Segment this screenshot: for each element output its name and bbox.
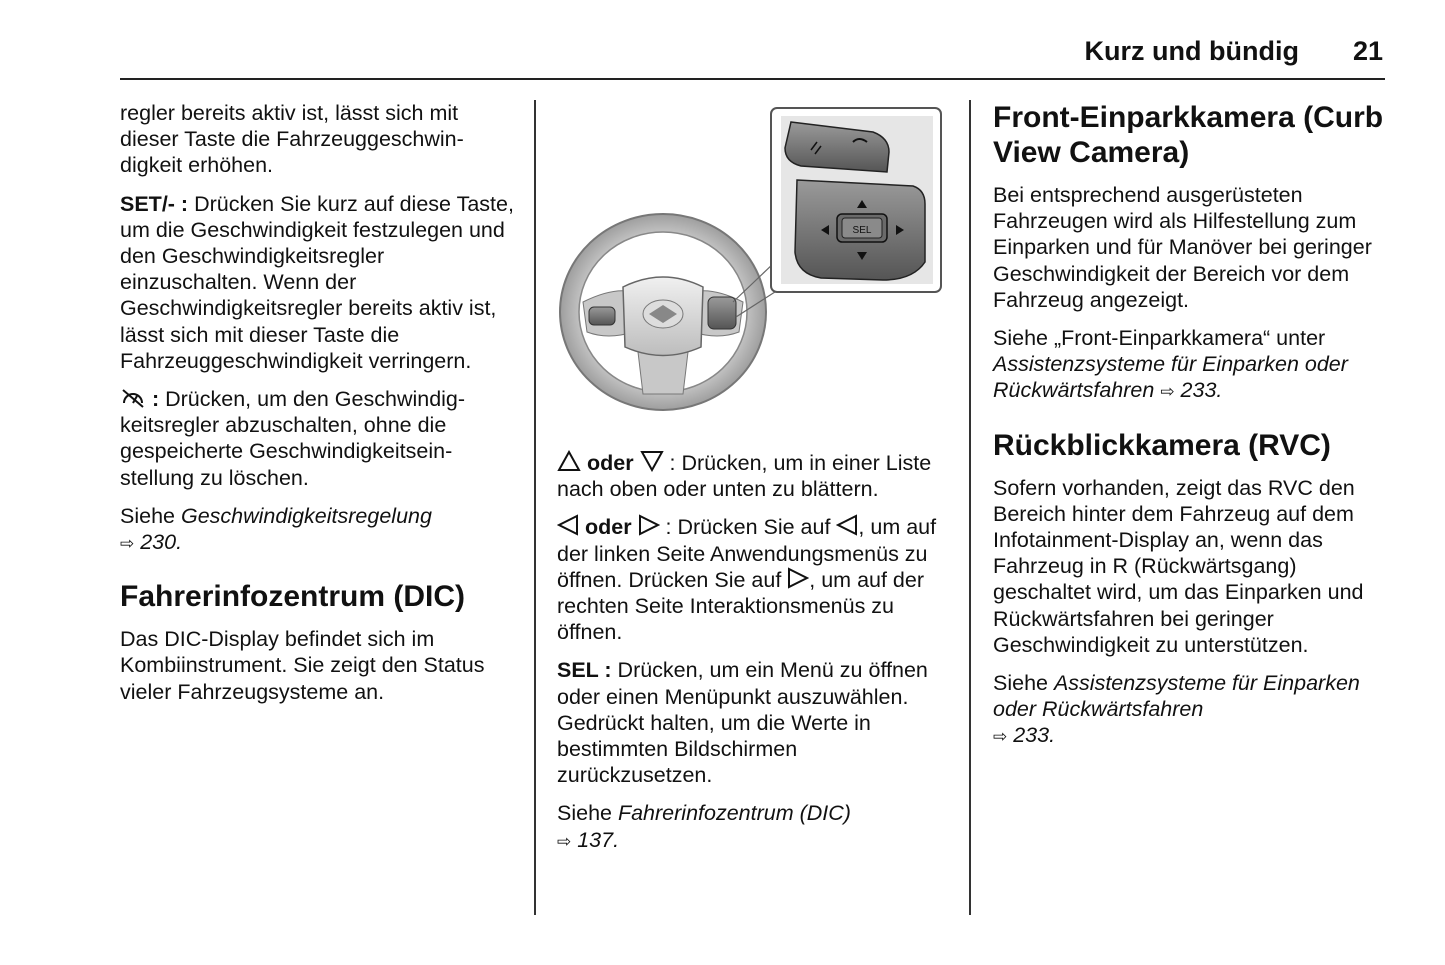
leftright-oder: oder — [579, 515, 638, 540]
heading-rvc: Rückblickkamera (RVC) — [993, 428, 1331, 462]
see-page[interactable]: 137. — [571, 827, 620, 852]
see-reference-dic — [557, 800, 952, 854]
see-ref-link[interactable]: Assistenzsysteme für Einparken oder Rückwärtsfahren — [993, 352, 1348, 403]
heading-dic: Fahrerinfozentrum (DIC) — [120, 580, 465, 614]
paragraph-dic: Das DIC-Display befindet sich im Kombiinstrument. Sie zeigt den Status vieler Fahrzeugsysteme an. — [120, 627, 485, 704]
column-3 — [993, 100, 1388, 763]
see-reference-cruise — [120, 503, 515, 557]
steering-wheel-figure — [553, 102, 946, 432]
reference-arrow-icon: ⇨ — [993, 727, 1008, 747]
page-number: 21 — [1352, 36, 1383, 66]
paragraph-set — [120, 191, 515, 374]
updown-oder: oder — [581, 451, 640, 475]
column-divider-2 — [969, 100, 971, 915]
see-ref-link[interactable]: Assistenzsysteme für Einparken oder Rückwärtsfahren — [993, 671, 1360, 722]
column-2 — [557, 450, 952, 867]
column-divider-1 — [534, 100, 536, 915]
paragraph-sel — [557, 657, 952, 788]
paragraph-cancel — [120, 386, 515, 491]
leftright-text3: , um auf der rechten Seite Interaktionsmenüs zu öffnen. — [557, 567, 925, 645]
page-header — [120, 30, 1385, 80]
triangle-up-icon — [557, 450, 581, 475]
updown-text: : Drücken, um in einer Liste nach oben oder unten zu blättern. — [557, 451, 932, 502]
see-page[interactable]: 233. — [1174, 378, 1223, 403]
triangle-down-icon — [640, 450, 664, 475]
see-reference-rvc — [993, 670, 1388, 751]
see-prefix: Siehe — [557, 801, 618, 826]
reference-arrow-icon: ⇨ — [120, 534, 135, 554]
triangle-left-icon — [557, 514, 579, 539]
reference-arrow-icon: ⇨ — [557, 831, 572, 851]
cancel-colon: : — [146, 387, 160, 412]
reference-arrow-icon: ⇨ — [1160, 382, 1175, 402]
paragraph-leftright — [557, 514, 952, 645]
cancel-text: Drücken, um den Geschwindigkeitsregler abzuschalten, ohne die gespeicherte Geschwindigkeitseinstellung zu löschen. — [120, 387, 466, 490]
see-prefix: Siehe — [120, 503, 181, 528]
triangle-right-icon — [638, 514, 660, 539]
sel-label: SEL : — [557, 658, 612, 683]
paragraph-updown — [557, 450, 952, 502]
paragraph-cruise-resume: regler bereits aktiv ist, lässt sich mit dieser Taste die Fahrzeuggeschwindigkeit erhöhen. — [120, 101, 464, 178]
paragraph-rvc: Sofern vorhanden, zeigt das RVC den Bereich hinter dem Fahrzeug auf dem Infotainment-Display an, wenn das Fahrzeug in R (Rückwärtsgang) geschaltet wird, um das Einparken und Rückwärtsfahren bei geringer Geschwindigkeit zu unterstützen. — [993, 475, 1364, 657]
header-title: Kurz und bündig — [1084, 36, 1299, 66]
see-ref-link[interactable]: Fahrerinfozentrum (DIC) — [617, 801, 851, 826]
triangle-right-icon — [787, 567, 809, 592]
see-prefix: Siehe — [993, 671, 1054, 696]
see-reference-front-camera — [993, 325, 1388, 406]
set-label: SET/- : — [120, 191, 189, 216]
column-1 — [120, 100, 515, 717]
see-ref-link[interactable]: Geschwindigkeitsregelung — [180, 503, 432, 528]
set-text: Drücken Sie kurz auf diese Taste, um die Geschwindigkeit festzulegen und den Geschwindigkeitsregler einzuschalten. Wenn der Geschwindigkeitsregler bereits aktiv ist, lässt sich mit dieser Taste die Fahrzeuggeschwindigkeit verringern. — [120, 191, 514, 373]
see-prefix: Siehe „Front-Einparkkamera“ unter — [993, 326, 1326, 351]
sel-text: Drücken, um ein Menü zu öffnen oder einen Menüpunkt auszuwählen. Gedrückt halten, um die Werte in bestimmten Bildschirmen zurückzusetzen. — [557, 658, 928, 788]
leftright-text2: , um auf der linken Seite Anwendungsmenüs zu öffnen. Drücken Sie auf — [557, 515, 937, 592]
see-page[interactable]: 233. — [1007, 723, 1056, 748]
triangle-left-icon — [836, 514, 858, 539]
leftright-text1: : Drücken Sie auf — [659, 515, 837, 540]
figure-sel-label: SEL — [852, 225, 872, 236]
heading-front-camera: Front-Einparkkamera (Curb View Camera) — [993, 101, 1384, 169]
paragraph-front-camera: Bei entsprechend ausgerüsteten Fahrzeugen wird als Hilfestellung zum Einparken und für Manöver bei geringer Geschwindigkeit der Bereich vor dem Fahrzeug angezeigt. — [993, 183, 1372, 312]
see-page[interactable]: 230. — [134, 530, 183, 555]
cruise-cancel-icon — [120, 386, 146, 411]
